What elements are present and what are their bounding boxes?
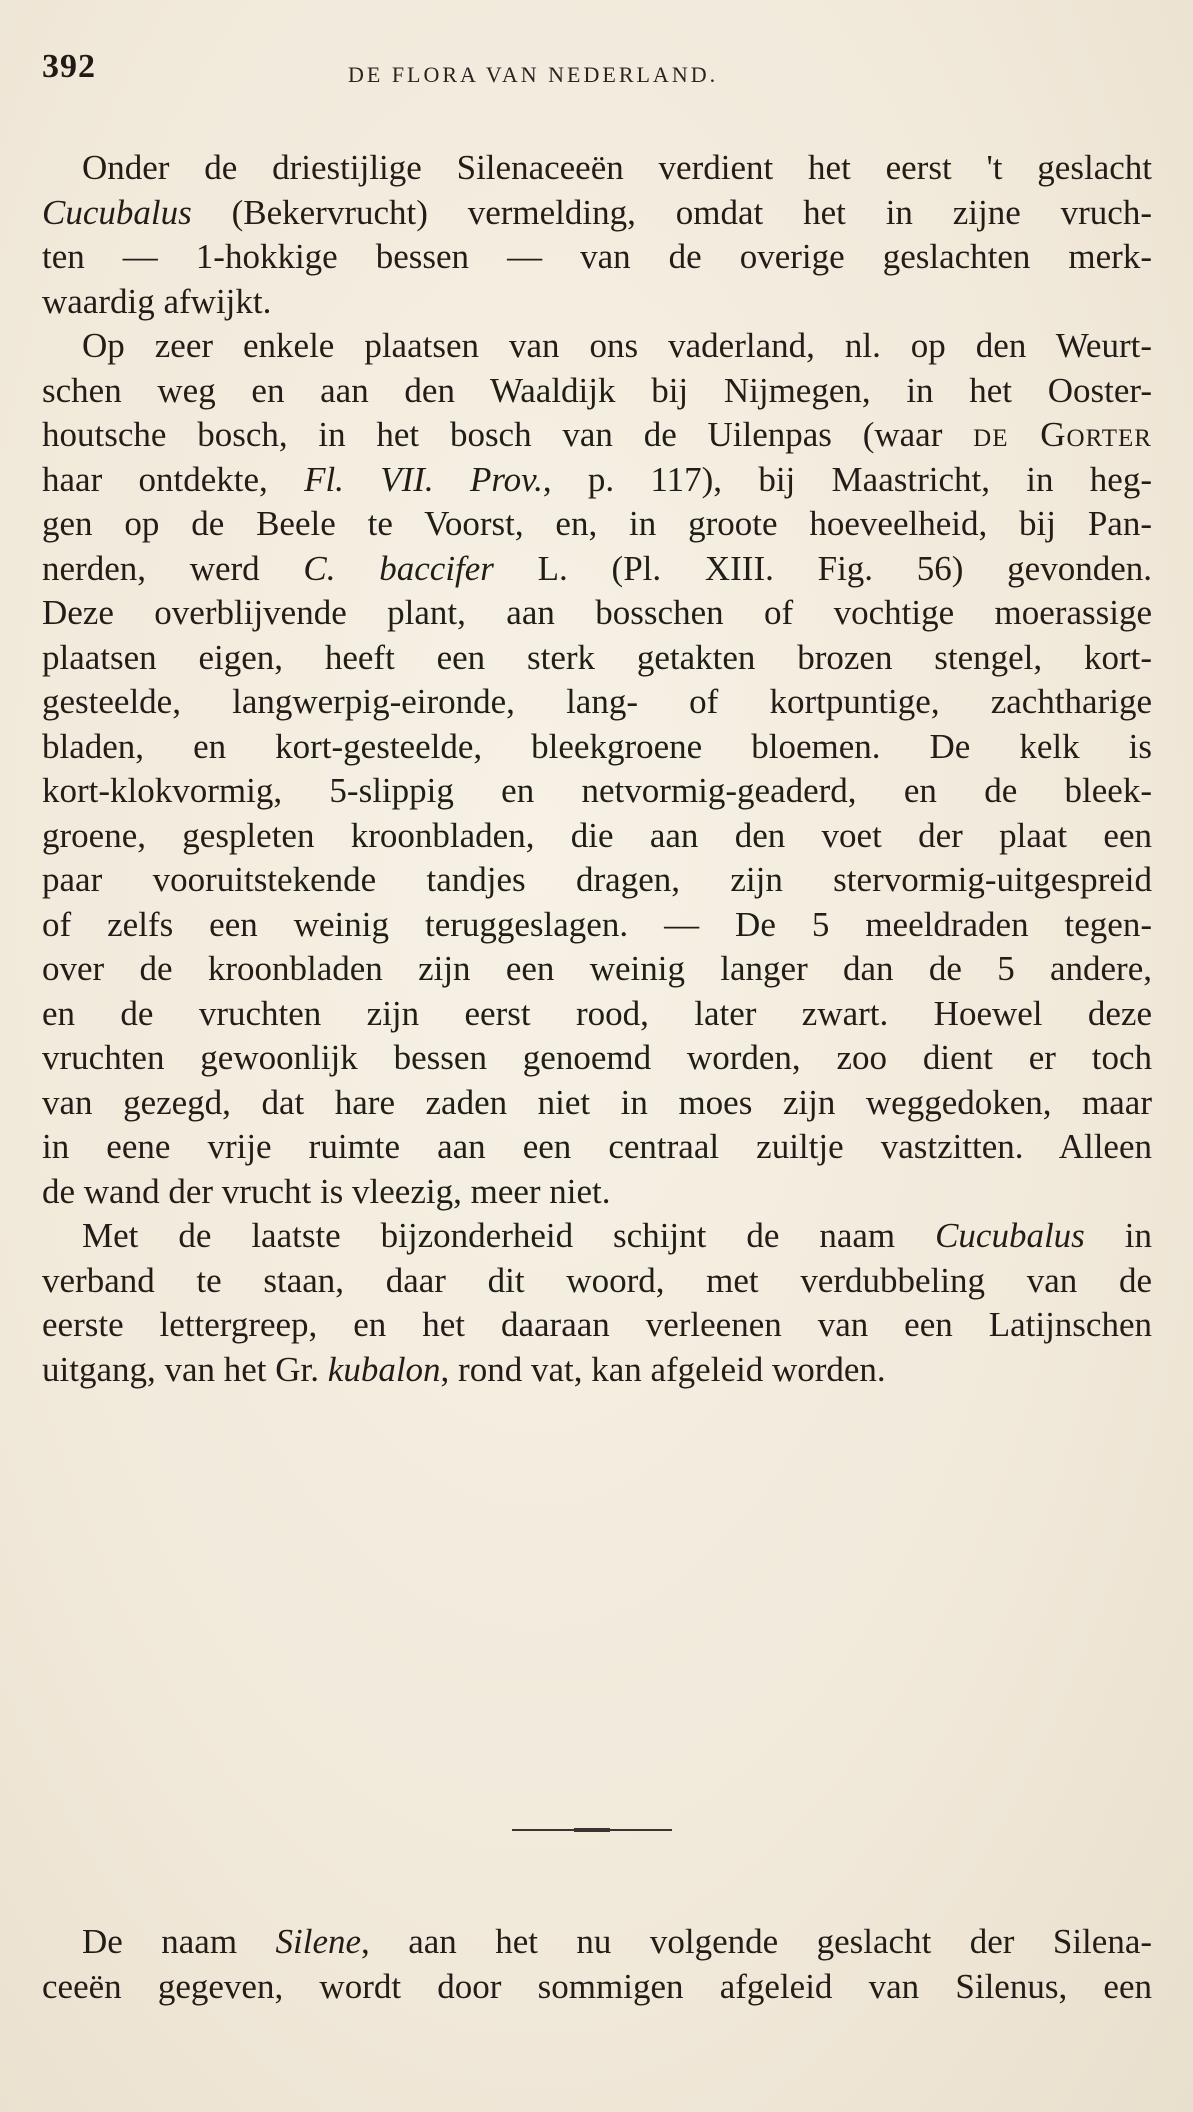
text-line: Op zeer enkele plaatsen van ons vaderland, nl. op den Weurt- <box>82 326 1152 365</box>
text-line: en de vruchten zijn eerst rood, later zwart. Hoewel deze <box>42 993 1152 1033</box>
text-line: waardig afwijkt. <box>42 281 272 321</box>
text-line: Cucubalus (Bekervrucht) vermelding, omdat het in zijne vruch- <box>42 192 1152 232</box>
text-line: Met de laatste bijzonderheid schijnt de naam Cucubalus in <box>82 1216 1152 1255</box>
text-line: kort-klokvormig, 5-slippig en netvormig-geaderd, en de bleek- <box>42 771 1152 810</box>
text-line: nerden, werd C. baccifer L. (Pl. XIII. Fig. 56) gevonden. <box>42 548 1152 588</box>
text-line: schen weg en aan den Waaldijk bij Nijmegen, in het Ooster- <box>42 370 1152 410</box>
section-divider <box>512 1829 672 1831</box>
page-header <box>42 48 1152 98</box>
text-line: over de kroonbladen zijn een weinig langer dan de 5 andere, <box>42 949 1152 988</box>
italic-term: Silene <box>275 1922 362 1961</box>
text-line: in eene vrije ruimte aan een centraal zuiltje vastzitten. Alleen <box>42 1127 1152 1166</box>
text-line: gen op de Beele te Voorst, en, in groote hoeveelheid, bij Pan- <box>42 504 1152 543</box>
italic-term: kubalon <box>327 1349 441 1389</box>
text-line: Onder de driestijlige Silenaceeën verdient het eerst 't geslacht <box>82 148 1152 187</box>
running-title: DE FLORA VAN NEDERLAND. <box>348 62 719 87</box>
paragraph-1 <box>42 146 1152 324</box>
text-line: groene, gespleten kroonbladen, die aan den voet der plaat een <box>42 815 1152 855</box>
paragraph-2 <box>42 324 1152 1214</box>
text-line: paar vooruitstekende tandjes dragen, zijn stervormig-uitgespreid <box>42 860 1152 899</box>
italic-term: C. baccifer <box>303 548 494 588</box>
paragraph-3 <box>42 1214 1152 1392</box>
text-line: vruchten gewoonlijk bessen genoemd worden, zoo dient er toch <box>42 1038 1152 1077</box>
italic-term: Fl. VII. Prov. <box>304 459 543 499</box>
text-line: eerste lettergreep, en het daaraan verleenen van een Latijnschen <box>42 1305 1152 1344</box>
italic-term: Cucubalus <box>42 192 192 232</box>
text-line: Deze overblijvende plant, aan bosschen of vochtige moerassige <box>42 593 1152 632</box>
text-line: uitgang, van het Gr. kubalon, rond vat, kan afgeleid worden. <box>42 1349 886 1389</box>
text-line: ceeën gegeven, wordt door sommigen afgeleid van Silenus, een <box>42 1966 1152 2006</box>
page-number: 392 <box>42 48 96 85</box>
text-line: ten — 1-hokkige bessen — van de overige geslachten merk- <box>42 237 1152 276</box>
small-caps-name: de Gorter <box>973 415 1152 454</box>
text-line: of zelfs een weinig teruggeslagen. — De 5 meeldraden tegen- <box>42 904 1152 944</box>
text-line: van gezegd, dat hare zaden niet in moes zijn weggedoken, maar <box>42 1082 1152 1122</box>
paragraph-silene <box>42 1920 1152 2009</box>
text-line: haar ontdekte, Fl. VII. Prov., p. 117), bij Maastricht, in heg- <box>42 459 1152 499</box>
text-line: houtsche bosch, in het bosch van de Uilenpas (waar de Gorter <box>42 415 1152 454</box>
text-line: verband te staan, daar dit woord, met verdubbeling van de <box>42 1260 1152 1300</box>
main-text-block <box>42 146 1152 1392</box>
text-line: gesteelde, langwerpig-eironde, lang- of kortpuntige, zachtharige <box>42 682 1152 721</box>
text-line: De naam Silene, aan het nu volgende geslacht der Silena- <box>82 1922 1153 1961</box>
closing-text-block <box>42 1920 1152 2009</box>
text-line: de wand der vrucht is vleezig, meer niet. <box>42 1171 611 1211</box>
text-line: plaatsen eigen, heeft een sterk getakten brozen stengel, kort- <box>42 637 1152 677</box>
italic-term: Cucubalus <box>935 1216 1085 1255</box>
text-line: bladen, en kort-gesteelde, bleekgroene bloemen. De kelk is <box>42 726 1152 766</box>
